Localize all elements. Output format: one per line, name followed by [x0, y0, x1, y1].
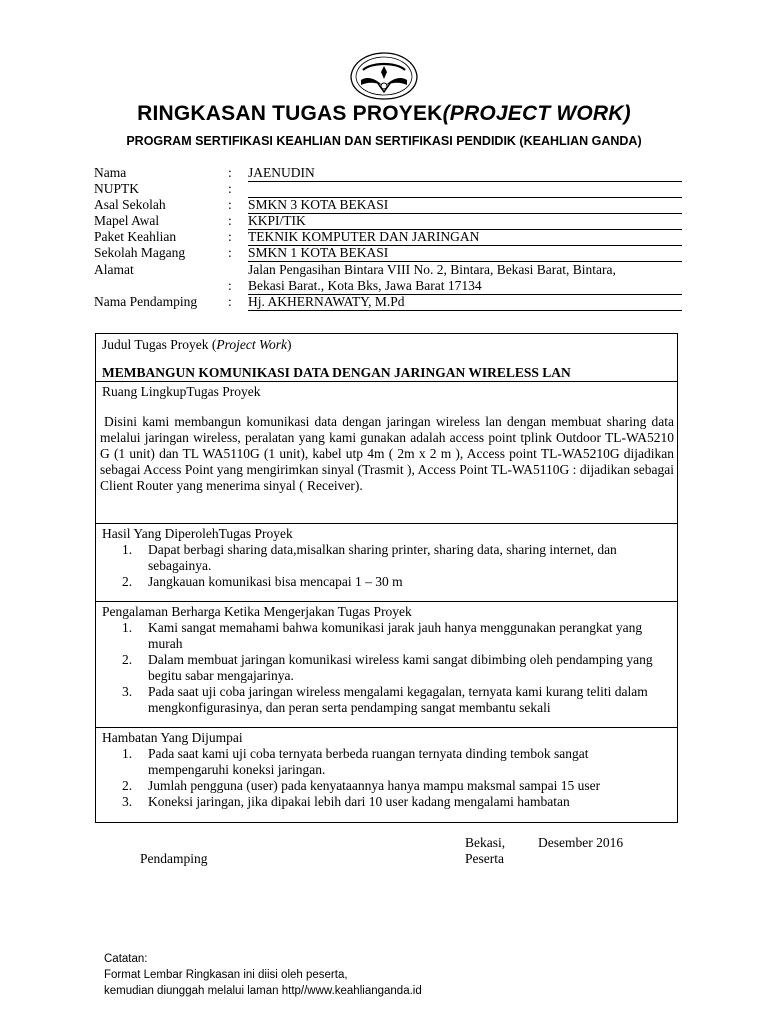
field-value: JAENUDIN: [248, 165, 682, 182]
field-label: Nama: [94, 165, 127, 180]
list-item: [122, 620, 672, 652]
field-value-line1: Jalan Pengasihan Bintara VIII No. 2, Bintara, Bekasi Barat, Bintara,: [248, 262, 616, 277]
judul-section: [96, 334, 677, 382]
pengalaman-label: Pengalaman Berharga Ketika Mengerjakan Tugas Proyek: [102, 604, 412, 619]
list-number: 1.: [122, 542, 133, 557]
list-item: [122, 794, 672, 810]
signature-pendamping: Pendamping: [140, 851, 208, 866]
field-label: Asal Sekolah: [94, 197, 166, 212]
field-colon: :: [228, 165, 232, 180]
field-label: NUPTK: [94, 181, 140, 196]
list-text: Kami sangat memahami bahwa komunikasi jarak jauh hanya menggunakan perangkat yang murah: [148, 620, 643, 651]
list-text: Jumlah pengguna (user) pada kenyataannya hanya mampu maksmal sampai 15 user: [148, 778, 601, 793]
tut-wuri-handayani-logo: [349, 52, 419, 100]
list-text: Jangkauan komunikasi bisa mencapai 1 – 30 m: [148, 574, 403, 589]
list-number: 2.: [122, 574, 133, 589]
judul-value: MEMBANGUN KOMUNIKASI DATA DENGAN JARINGAN WIRELESS LAN: [102, 365, 571, 380]
field-label: Nama Pendamping: [94, 294, 198, 309]
hasil-section: [96, 524, 677, 602]
field-colon: :: [228, 294, 232, 309]
field-value: KKPI/TIK: [248, 213, 682, 230]
field-label: Alamat: [94, 262, 134, 277]
catatan-line2: kemudian diunggah melalui laman http//www.keahlianganda.id: [104, 985, 422, 997]
field-value: SMKN 1 KOTA BEKASI: [248, 245, 682, 262]
list-item: [122, 574, 672, 590]
list-item: [122, 684, 672, 716]
field-colon: :: [228, 213, 232, 228]
list-number: 1.: [122, 746, 133, 761]
list-number: 3.: [122, 684, 133, 699]
field-label: Mapel Awal: [94, 213, 160, 228]
judul-label: Judul Tugas Proyek (Project Work): [102, 337, 292, 352]
signature-date: Desember 2016: [538, 835, 624, 850]
list-text: Dapat berbagi sharing data,misalkan sharing printer, sharing data, sharing internet, dan sebagainya.: [148, 542, 617, 573]
field-value: TEKNIK KOMPUTER DAN JARINGAN: [248, 229, 682, 246]
ruang-lingkup-section: [96, 382, 677, 524]
field-value: SMKN 3 KOTA BEKASI: [248, 197, 682, 214]
hasil-list: [122, 542, 672, 590]
project-summary-table: [95, 333, 678, 823]
signature-place: Bekasi,: [465, 835, 506, 850]
catatan-title: Catatan:: [104, 953, 148, 965]
list-item: [122, 778, 672, 794]
pengalaman-section: [96, 602, 677, 728]
list-number: 1.: [122, 620, 133, 635]
field-value: [248, 181, 682, 198]
signature-peserta: Peserta: [465, 851, 504, 866]
list-item: [122, 652, 672, 684]
field-colon: :: [228, 181, 232, 196]
ruang-lingkup-text: Disini kami membangun komunikasi data dengan jaringan wireless lan dengan membuat sharing data melalui jaringan wireless, peralatan yang kami gunakan adalah access point tplink Outdoor TL-WA5210 G (1 unit) dan TL WA5110G (1 unit), kabel utp 4m ( 2m x 2 m ), Access point TL-WA5210G dijadikan sebagai Access Point yang mengirimkan sinyal (Trasmit ), Access Point TL-WA5110G : dijadikan sebagai Client Router yang menerima sinyal ( Receiver).: [100, 414, 674, 493]
catatan-note: [104, 951, 422, 999]
hambatan-label: Hambatan Yang Dijumpai: [102, 730, 243, 745]
field-colon: :: [228, 197, 232, 212]
field-colon: :: [228, 245, 232, 260]
list-text: Pada saat kami uji coba ternyata berbeda ruangan ternyata dinding tembok sangat mempengaruhi koneksi jaringan.: [148, 746, 589, 777]
field-label: Sekolah Magang: [94, 245, 186, 260]
list-number: 2.: [122, 778, 133, 793]
list-number: 3.: [122, 794, 133, 809]
pengalaman-list: [122, 620, 672, 716]
list-text: Dalam membuat jaringan komunikasi wireless kami sangat dibimbing oleh pendamping yang begitu sabar mengajarinya.: [148, 652, 653, 683]
list-item: [122, 746, 672, 778]
document-title: RINGKASAN TUGAS PROYEK(PROJECT WORK): [137, 102, 631, 125]
field-value: Hj. AKHERNAWATY, M.Pd: [248, 294, 682, 311]
document-subtitle: PROGRAM SERTIFIKASI KEAHLIAN DAN SERTIFIKASI PENDIDIK (KEAHLIAN GANDA): [126, 134, 642, 148]
field-label: Paket Keahlian: [94, 229, 177, 244]
list-text: Koneksi jaringan, jika dipakai lebih dari 10 user kadang mengalami hambatan: [148, 794, 570, 809]
list-text: Pada saat uji coba jaringan wireless mengalami kegagalan, ternyata kami kurang teliti dalam mengkonfigurasinya, dan peran serta pendamping sangat membantu sekali: [148, 684, 648, 715]
field-value-line2: Bekasi Barat., Kota Bks, Jawa Barat 17134: [248, 278, 682, 295]
field-colon: :: [228, 229, 232, 244]
hambatan-list: [122, 746, 672, 810]
catatan-line1: Format Lembar Ringkasan ini diisi oleh peserta,: [104, 969, 348, 981]
list-number: 2.: [122, 652, 133, 667]
list-item: [122, 542, 672, 574]
ruang-lingkup-label: Ruang LingkupTugas Proyek: [102, 384, 261, 399]
hambatan-section: [96, 728, 677, 822]
hasil-label: Hasil Yang DiperolehTugas Proyek: [102, 526, 293, 541]
field-colon: :: [228, 278, 232, 293]
